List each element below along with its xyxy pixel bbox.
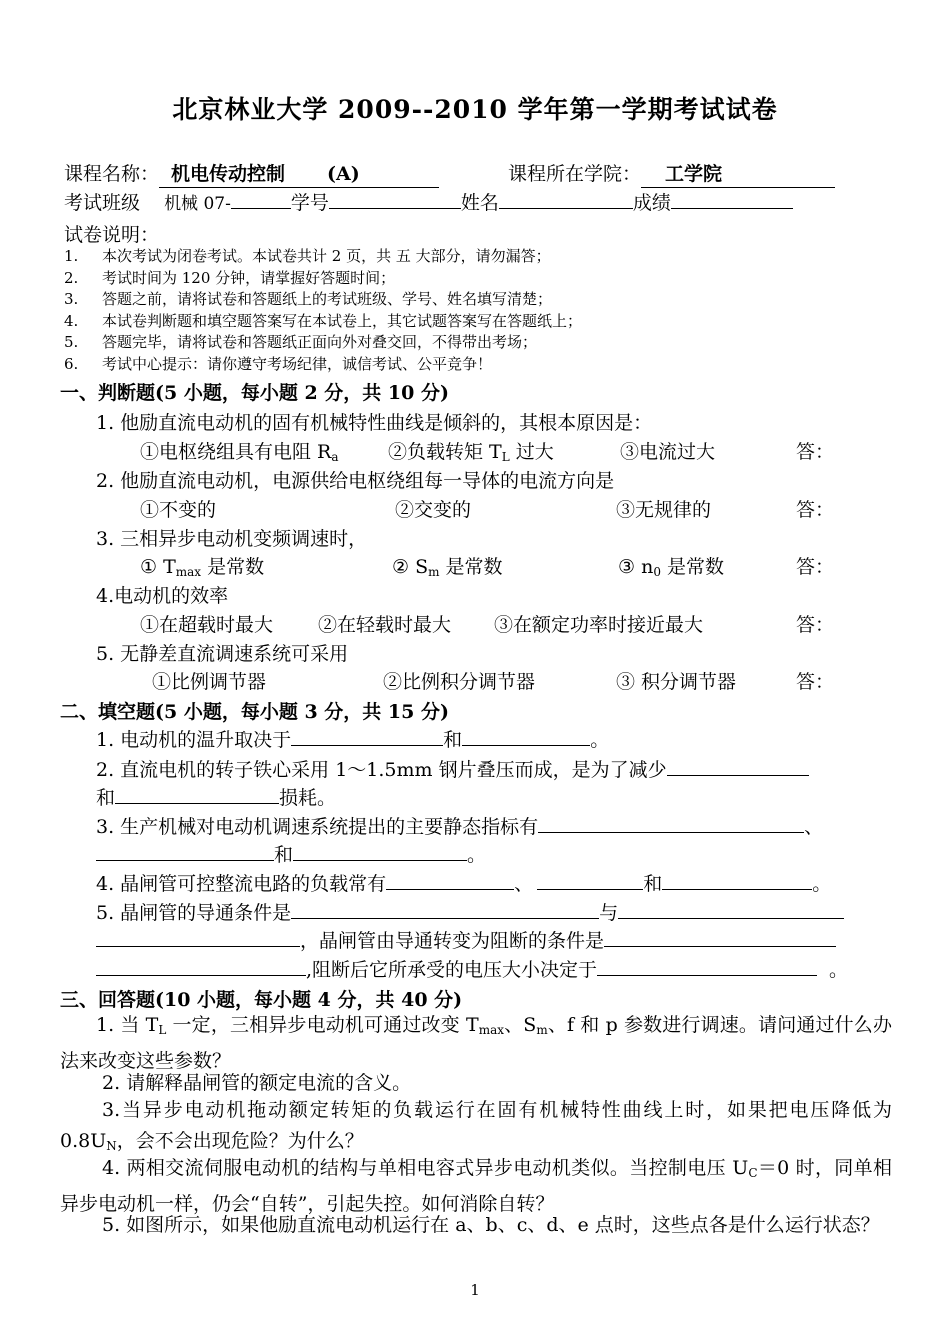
fill-q2-blank1[interactable]	[667, 755, 809, 776]
page-number: 1	[470, 1281, 480, 1299]
instruction-item: 2. 考试时间为 120 分钟，请掌握好答题时间；	[64, 268, 396, 287]
fill-q3-blank2[interactable]	[96, 840, 274, 861]
class-value: 机械 07-	[164, 194, 231, 214]
class-blank[interactable]	[231, 188, 291, 209]
judge-q2: 2. 他励直流电动机，电源供给电枢绕组每一导体的电流方向是	[96, 470, 615, 492]
name-blank[interactable]	[499, 188, 633, 209]
course-name: 机电传动控制	[171, 163, 286, 185]
judge-q5-answer-label: 答：	[796, 671, 835, 693]
fill-q3-blank3[interactable]	[293, 840, 467, 861]
fill-q2: 2. 直流电机的转子铁心采用 1～1.5mm 钢片叠压而成，是为了减少	[96, 755, 809, 782]
judge-q3-option2: ② $S_m$ 是常数	[392, 556, 503, 579]
answer-q3: 3.当异步电动机拖动额定转矩的负载运行在固有机械特性曲线上时，如果把电压降低为 $0.8U_N$，会不会出现危险？为什么？	[60, 1099, 892, 1153]
judge-q4-answer-label: 答：	[796, 614, 835, 636]
instruction-item: 6. 考试中心提示：请你遵守考场纪律，诚信考试、公平竞争！	[64, 354, 493, 373]
fill-q2-blank2[interactable]	[115, 783, 279, 804]
school-label: 课程所在学院：	[508, 163, 642, 185]
fill-q5-cont1: ，晶闸管由导通转变为阻断的条件是	[96, 926, 836, 953]
fill-q5-blank3[interactable]	[96, 926, 300, 947]
fill-q4-blank3[interactable]	[662, 869, 812, 890]
judge-q4-option1: ①在超载时最大	[140, 614, 274, 636]
instructions-heading: 试卷说明：	[64, 224, 160, 246]
instruction-item: 5. 答题完毕，请将试卷和答题纸正面向外对叠交回，不得带出考场；	[64, 333, 538, 352]
fill-q5-blank1[interactable]	[291, 898, 599, 919]
page-title: 北京林业大学 2009--2010 学年第一学期考试试卷	[172, 95, 778, 124]
judge-q5-option2: ②比例积分调节器	[383, 671, 536, 693]
answer-q1: 1. 当 $T_L$ 一定，三相异步电动机可通过改变 $T_{max}$、$S_m$、f 和 p 参数进行调速。请问通过什么办法来改变这些参数？	[60, 1014, 892, 1072]
fill-q1: 1. 电动机的温升取决于 和 。	[96, 725, 609, 752]
instruction-item: 4. 本试卷判断题和填空题答案写在本试卷上，其它试题答案写在答题纸上；	[64, 311, 583, 330]
judge-q5-option3: ③ 积分调节器	[616, 671, 737, 693]
score-blank[interactable]	[671, 188, 793, 209]
school-name: 工学院	[665, 163, 723, 185]
section3-heading: 三、回答题(10 小题，每小题 4 分，共 40 分)	[60, 989, 463, 1011]
fill-q5-blank2[interactable]	[618, 898, 844, 919]
fill-q1-blank2[interactable]	[462, 725, 590, 746]
answer-q5: 5. 如图所示，如果他励直流电动机运行在 a、b、c、d、e 点时，这些点各是什么运行状态？	[102, 1214, 880, 1236]
judge-q2-option1: ①不变的	[140, 499, 217, 521]
judge-q1-option1: ①电枢绕组具有电阻 $R_a$	[140, 441, 339, 464]
course-field	[159, 159, 439, 188]
instruction-item: 3. 答题之前，请将试卷和答题纸上的考试班级、学号、姓名填写清楚；	[64, 290, 553, 309]
judge-q1-answer-label: 答：	[796, 441, 835, 463]
judge-q2-answer-label: 答：	[796, 499, 835, 521]
instructions-list	[64, 246, 582, 376]
fill-q4-blank2[interactable]	[537, 869, 643, 890]
judge-q3-answer-label: 答：	[796, 556, 835, 578]
fill-q4: 4. 晶闸管可控整流电路的负载常有 、 和 。	[96, 869, 831, 896]
judge-q3-option1: ① $T_{max}$ 是常数	[140, 556, 265, 579]
name-label: 姓名	[460, 192, 499, 214]
section1-heading: 一、判断题(5 小题，每小题 2 分，共 10 分)	[60, 382, 449, 404]
judge-q4-option2: ②在轻载时最大	[318, 614, 452, 636]
judge-q4: 4.电动机的效率	[96, 585, 229, 607]
judge-q1-option3: ③电流过大	[620, 441, 716, 463]
school-field	[641, 159, 835, 188]
answer-q2: 2. 请解释晶闸管的额定电流的含义。	[102, 1072, 412, 1094]
fill-q3: 3. 生产机械对电动机调速系统提出的主要静态指标有 、	[96, 812, 823, 839]
judge-q1: 1. 他励直流电动机的固有机械特性曲线是倾斜的，其根本原因是：	[96, 412, 653, 434]
judge-q5-option1: ①比例调节器	[152, 671, 267, 693]
judge-q1-option2: ②负载转矩 $T_L$ 过大	[388, 441, 554, 464]
fill-q3-blank1[interactable]	[538, 812, 804, 833]
instruction-item: 1. 本次考试为闭卷考试。本试卷共计 2 页，共 五 大部分，请勿漏答；	[64, 247, 551, 265]
judge-q3-option3: ③ $n_0$ 是常数	[618, 556, 724, 579]
judge-q5: 5. 无静差直流调速系统可采用	[96, 643, 349, 665]
fill-q1-blank1[interactable]	[291, 725, 443, 746]
course-row	[64, 159, 439, 188]
school-row	[508, 159, 835, 188]
fill-q5-blank4[interactable]	[604, 926, 836, 947]
fill-q5-cont2: ,阻断后它所承受的电压大小决定于 。	[96, 955, 848, 982]
fill-q4-blank1[interactable]	[386, 869, 514, 890]
student-info-row	[64, 188, 793, 215]
course-variant: (A)	[327, 163, 360, 185]
judge-q2-option3: ③无规律的	[616, 499, 712, 521]
score-label: 成绩	[632, 192, 671, 214]
fill-q3-cont: 和 。	[96, 840, 486, 867]
course-label: 课程名称：	[64, 163, 160, 185]
judge-q4-option3: ③在额定功率时接近最大	[494, 614, 704, 636]
answer-q4: 4. 两相交流伺服电动机的结构与单相电容式异步电动机类似。当控制电压 $U_C=0$ 时，同单相异步电动机一样，仍会“自转”，引起失控。如何消除自转？	[60, 1157, 892, 1215]
fill-q5-blank6[interactable]	[597, 955, 817, 976]
class-label: 考试班级	[64, 192, 141, 214]
fill-q5: 5. 晶闸管的导通条件是 与	[96, 898, 844, 925]
fill-q5-blank5[interactable]	[96, 955, 306, 976]
judge-q2-option2: ②交变的	[395, 499, 472, 521]
section2-heading: 二、填空题(5 小题，每小题 3 分，共 15 分)	[60, 701, 449, 723]
fill-q2-cont: 和 损耗。	[96, 783, 336, 810]
id-label: 学号	[290, 192, 329, 214]
judge-q3: 3. 三相异步电动机变频调速时，	[96, 528, 368, 550]
id-blank[interactable]	[329, 188, 461, 209]
